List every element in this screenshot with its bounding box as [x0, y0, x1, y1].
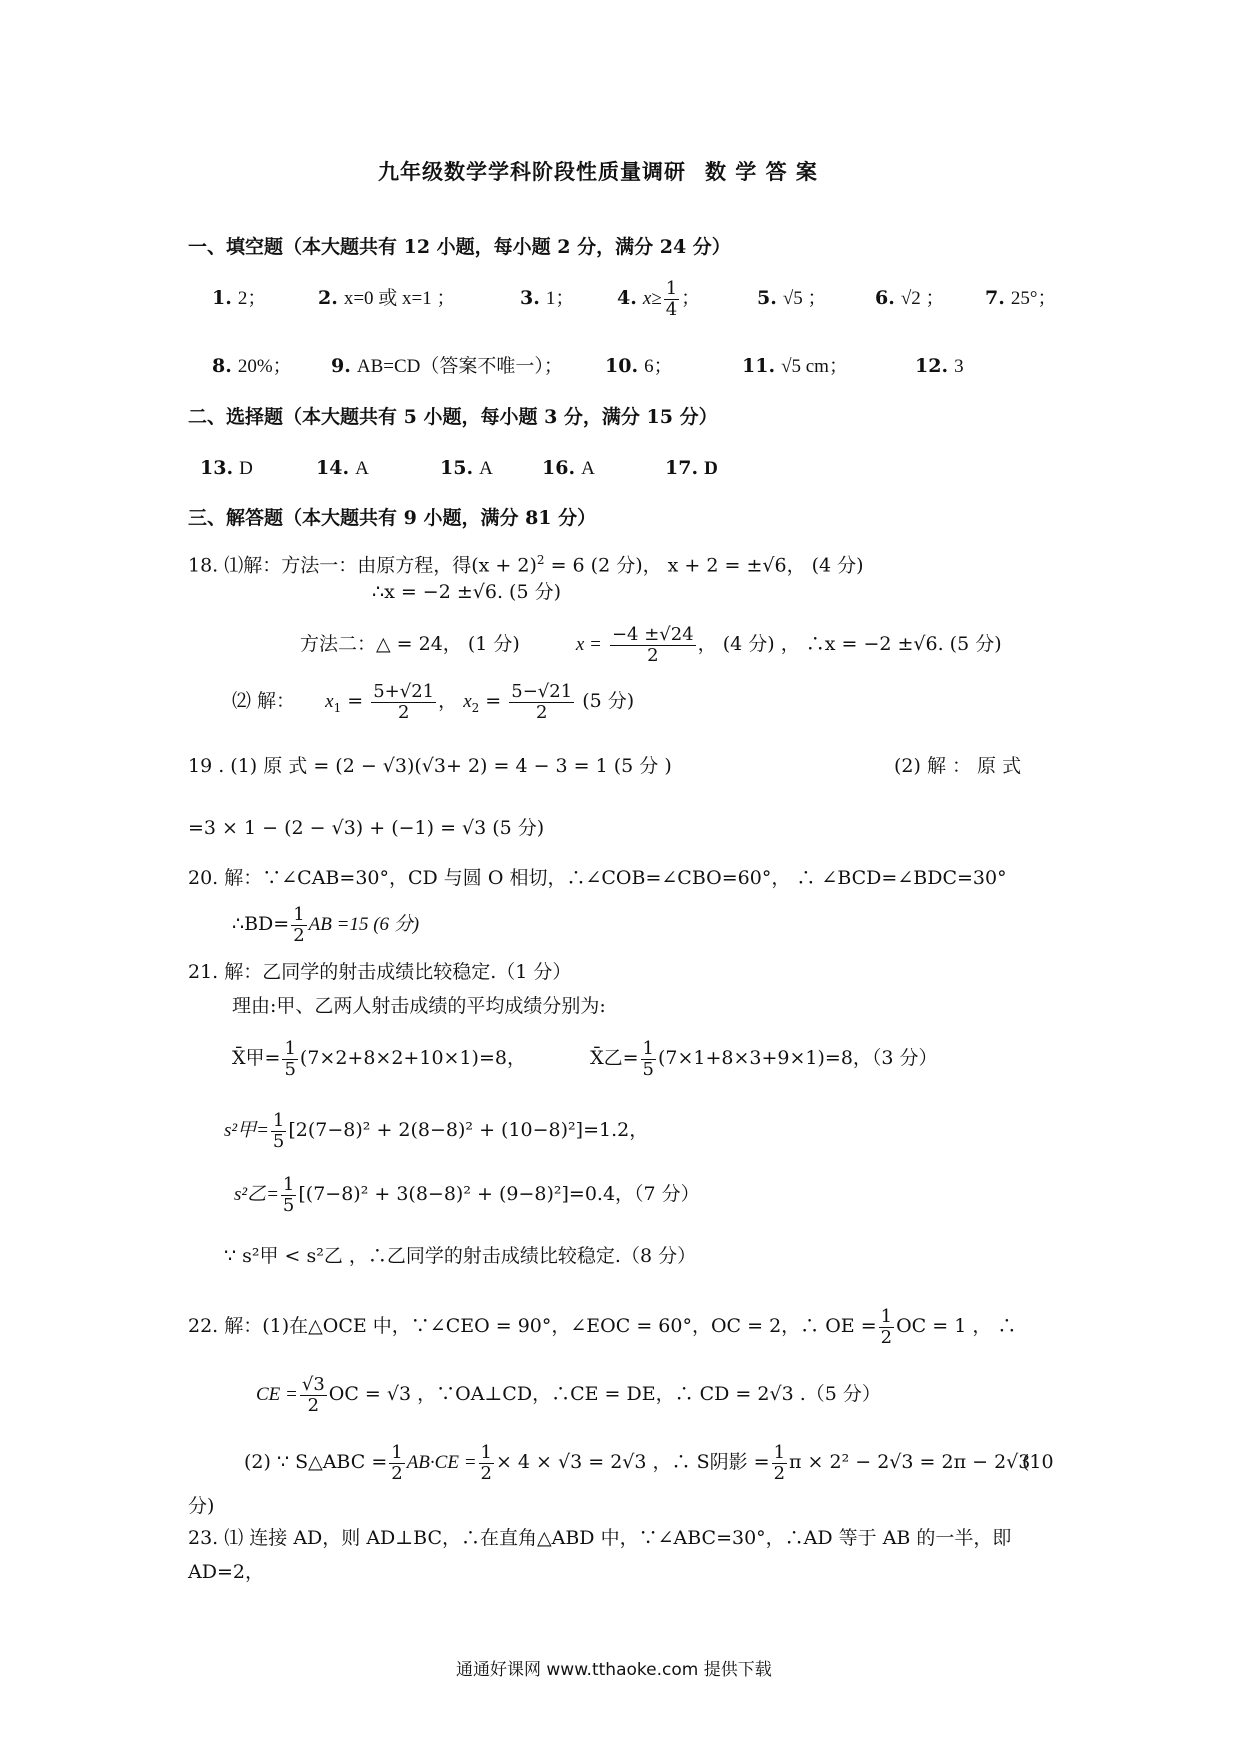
q21-line5: s²乙= $\frac{1}{5}$ [(7−8)² + 3(8−8)² + (9−8)²]=0.4，（7 分）: [234, 1173, 700, 1216]
section3-heading: 三、解答题（本大题共有 9 小题，满分 81 分）: [188, 507, 597, 529]
choice-item-13: 13. D: [200, 457, 253, 479]
q21-line6: ∵ s²甲 < s²乙 ，∴乙同学的射击成绩比较稳定.（8 分）: [224, 1245, 697, 1267]
fraction: $\frac{1}{2}$: [293, 903, 305, 946]
fill-item-1: 1. 2；: [212, 287, 267, 309]
fill-item-7: 7. 25°；: [985, 287, 1057, 309]
section1-heading: 一、填空题（本大题共有 12 小题，每小题 2 分，满分 24 分）: [188, 236, 731, 258]
q23-line1: 23. ⑴ 连接 AD，则 AD⊥BC，∴在直角△ABD 中，∵∠ABC=30°，∴AD 等于 AB 的一半，即: [188, 1527, 1012, 1549]
choice-item-17: 17. D: [665, 457, 718, 479]
page-title-right: 数 学 答 案: [705, 159, 818, 184]
q19-line2: =3 × 1 − (2 − √3) + (−1) = √3 (5 分): [188, 817, 545, 839]
fraction: $\frac{1}{5}$: [284, 1037, 296, 1080]
fraction: $\frac{1}{2}$: [480, 1441, 492, 1484]
q22-line1: 22. 解：(1)在△OCE 中，∵∠CEO = 90°，∠EOC = 60°，OC = 2，∴ OE = $\frac{1}{2}$ OC = 1 ， ∴: [188, 1305, 1017, 1348]
q21-line1: 21. 解：乙同学的射击成绩比较稳定.（1 分）: [188, 961, 572, 983]
q18-line2: ∴x = −2 ±√6. (5 分): [372, 581, 561, 603]
q19-line1-right: (2) 解 ： 原 式: [894, 755, 1022, 777]
fraction: $\frac{1}{5}$: [272, 1109, 285, 1152]
fraction: $\frac{1}{2}$: [880, 1305, 893, 1348]
q22-line3: (2) ∵ S△ABC = $\frac{1}{2}$ AB·CE = $\frac{1}{2}$ × 4 × √3 = 2√3 ，∴ S阴影 = $\frac{1}{2}$ π × 2² − 2√3 = 2π − 2√3: [244, 1441, 1031, 1484]
fill-item-5: 5. √5 ；: [757, 287, 827, 309]
fraction: $\frac{1}{2}$: [391, 1441, 403, 1484]
q22-line2: CE = $\frac{√3}{2}$ OC = √3 ，∵OA⊥CD，∴CE = DE，∴ CD = 2√3 .（5 分）: [256, 1373, 881, 1416]
fraction: $\frac{5+√21}{2}$: [373, 680, 435, 723]
fraction: $\frac{1}{5}$: [282, 1173, 295, 1216]
fill-item-3: 3. 1；: [520, 287, 575, 309]
q18-line1: 18. ⑴解：方法一：由原方程，得$(x + 2)^2 = 6$ (2 分)， x + 2 = ±√6， (4 分): [188, 553, 864, 577]
q21-line2: 理由:甲、乙两人射击成绩的平均成绩分别为:: [232, 995, 606, 1017]
choice-item-16: 16. A: [542, 457, 595, 479]
fill-item-10: 10. 6；: [605, 355, 673, 377]
q18-line4: ⑵ 解： $x_1$ = $\frac{5+√21}{2}$ ， $x_2$ = $\frac{5-√21}{2}$ (5 分): [232, 680, 635, 723]
fraction: $\frac{√3}{2}$: [301, 1373, 325, 1416]
fill-item-8: 8. 20%；: [212, 355, 292, 377]
q22-line3-right: (10: [1022, 1451, 1054, 1473]
fraction: $\frac{1}{2}$: [773, 1441, 786, 1484]
q21-line4: s²甲= $\frac{1}{5}$ [2(7−8)² + 2(8−8)² + (10−8)²]=1.2，: [224, 1109, 649, 1152]
footer-text: 通通好课网 www.tthaoke.com 提供下载: [456, 1660, 772, 1680]
choice-item-14: 14. A: [316, 457, 369, 479]
fill-item-6: 6. √2 ；: [875, 287, 945, 309]
q18-line3: 方法二：△ = 24， (1 分) x = $\frac{-4 \pm√24}{2}$ ， (4 分) ， ∴x = −2 ±√6. (5 分): [300, 623, 1002, 666]
page-title: 九年级数学学科阶段性质量调研: [378, 159, 686, 184]
q20-line1: 20. 解：∵∠CAB=30°，CD 与圆 O 相切，∴∠COB=∠CBO=60°， ∴ ∠BCD=∠BDC=30°: [188, 867, 1007, 889]
q19-line1: 19 . (1) 原 式 = (2 − √3)(√3+ 2) = 4 − 3 = 1 (5 分 ): [188, 755, 672, 777]
section2-heading: 二、选择题（本大题共有 5 小题，每小题 3 分，满分 15 分）: [188, 406, 718, 428]
fill-item-12: 12. 3: [915, 355, 964, 377]
choice-item-15: 15. A: [440, 457, 493, 479]
fill-item-2: 2. x=0 或 x=1 ；: [318, 287, 456, 309]
fill-item-4: 4. x≥ $\frac{1}{4}$ ；: [617, 277, 701, 320]
q20-line2: ∴BD= $\frac{1}{2}$ AB =15 (6 分): [232, 903, 420, 946]
q22-line4: 分): [188, 1495, 215, 1517]
fraction: $\frac{-4 \pm√24}{2}$: [611, 623, 694, 666]
fraction: $\frac{1}{5}$: [642, 1037, 654, 1080]
q23-line2: AD=2，: [188, 1561, 264, 1583]
fraction: $\frac{5-√21}{2}$: [511, 680, 573, 723]
fill-item-9: 9. AB=CD（答案不唯一）；: [331, 355, 563, 377]
fill-item-11: 11. √5 cm；: [742, 355, 848, 377]
q21-line3: X̄甲= $\frac{1}{5}$ (7×2+8×2+10×1)=8， X̄乙= $\frac{1}{5}$ (7×1+8×3+9×1)=8，（3 分）: [232, 1037, 938, 1080]
fraction: $\frac{1}{4}$: [665, 277, 678, 320]
